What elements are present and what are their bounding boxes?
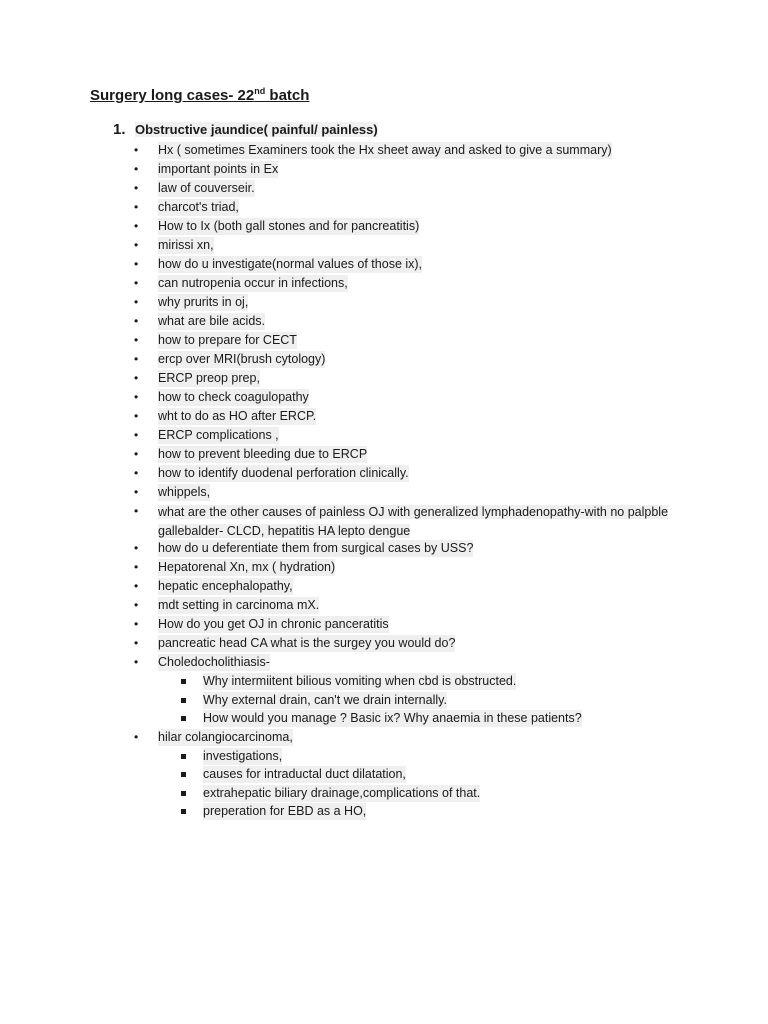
sub-list-item: extrahepatic biliary drainage,complications of that. xyxy=(0,785,768,804)
list-item: • ercp over MRI(brush cytology) xyxy=(134,352,326,366)
list-item: • how to prepare for CECT xyxy=(134,333,297,347)
list-item: • mdt setting in carcinoma mX. xyxy=(134,598,320,612)
sub-list-item: causes for intraductal duct dilatation, xyxy=(0,766,768,785)
list-item: • charcot's triad, xyxy=(134,200,239,214)
question-list xyxy=(0,142,768,822)
list-item: • what are bile acids. xyxy=(134,314,266,328)
sub-list-item: investigations, xyxy=(0,748,768,767)
sub-list-item: How would you manage ? Basic ix? Why anaemia in these patients? xyxy=(0,710,768,729)
list-item: • pancreatic head CA what is the surgey you would do? xyxy=(134,636,456,650)
list-item: • how to prevent bleeding due to ERCP xyxy=(134,447,368,461)
list-item: • how to check coagulopathy xyxy=(134,390,309,404)
section-heading: Obstructive jaundice( painful/ painless) xyxy=(135,122,378,137)
sub-list-item: Why intermiitent bilious vomiting when cbd is obstructed. xyxy=(0,673,768,692)
list-item: • mirissi xn, xyxy=(134,238,214,252)
sub-list-item: preperation for EBD as a HO, xyxy=(0,803,768,822)
list-item: • wht to do as HO after ERCP. xyxy=(134,409,317,423)
list-item: • law of couverseir. xyxy=(134,181,255,195)
list-item: • how do u investigate(normal values of those ix), xyxy=(134,257,423,271)
list-item: • can nutropenia occur in infections, xyxy=(134,276,348,290)
list-item: • hilar colangiocarcinoma, xyxy=(134,729,293,744)
list-item: • Hx ( sometimes Examiners took the Hx sheet away and asked to give a summary) xyxy=(134,143,612,157)
list-item: • Hepatorenal Xn, mx ( hydration) xyxy=(134,560,336,574)
list-item: • how to identify duodenal perforation clinically. xyxy=(134,466,409,480)
list-item: • How do you get OJ in chronic panceratitis xyxy=(134,617,389,631)
list-item: • How to Ix (both gall stones and for pancreatitis) xyxy=(134,219,420,233)
list-item: • why prurits in oj, xyxy=(134,295,249,309)
list-item: • what are the other causes of painless OJ with generalized lymphadenopathy-with no palpble gallebalder- CLCD, hepatitis HA lepto dengue xyxy=(134,504,669,538)
list-item: • important points in Ex xyxy=(134,162,279,176)
section-number: 1. xyxy=(113,121,126,138)
sub-list-item: Why external drain, can't we drain internally. xyxy=(0,692,768,711)
list-item: • how do u deferentiate them from surgical cases by USS? xyxy=(134,541,474,555)
list-item: • hepatic encephalopathy, xyxy=(134,579,293,593)
list-item: • Choledocholithiasis- xyxy=(134,655,270,669)
list-item: • ERCP preop prep, xyxy=(134,371,260,385)
list-item: • whippels, xyxy=(134,485,211,499)
list-item: • ERCP complications , xyxy=(134,428,279,442)
document-title: Surgery long cases- 22nd batch xyxy=(90,86,310,104)
